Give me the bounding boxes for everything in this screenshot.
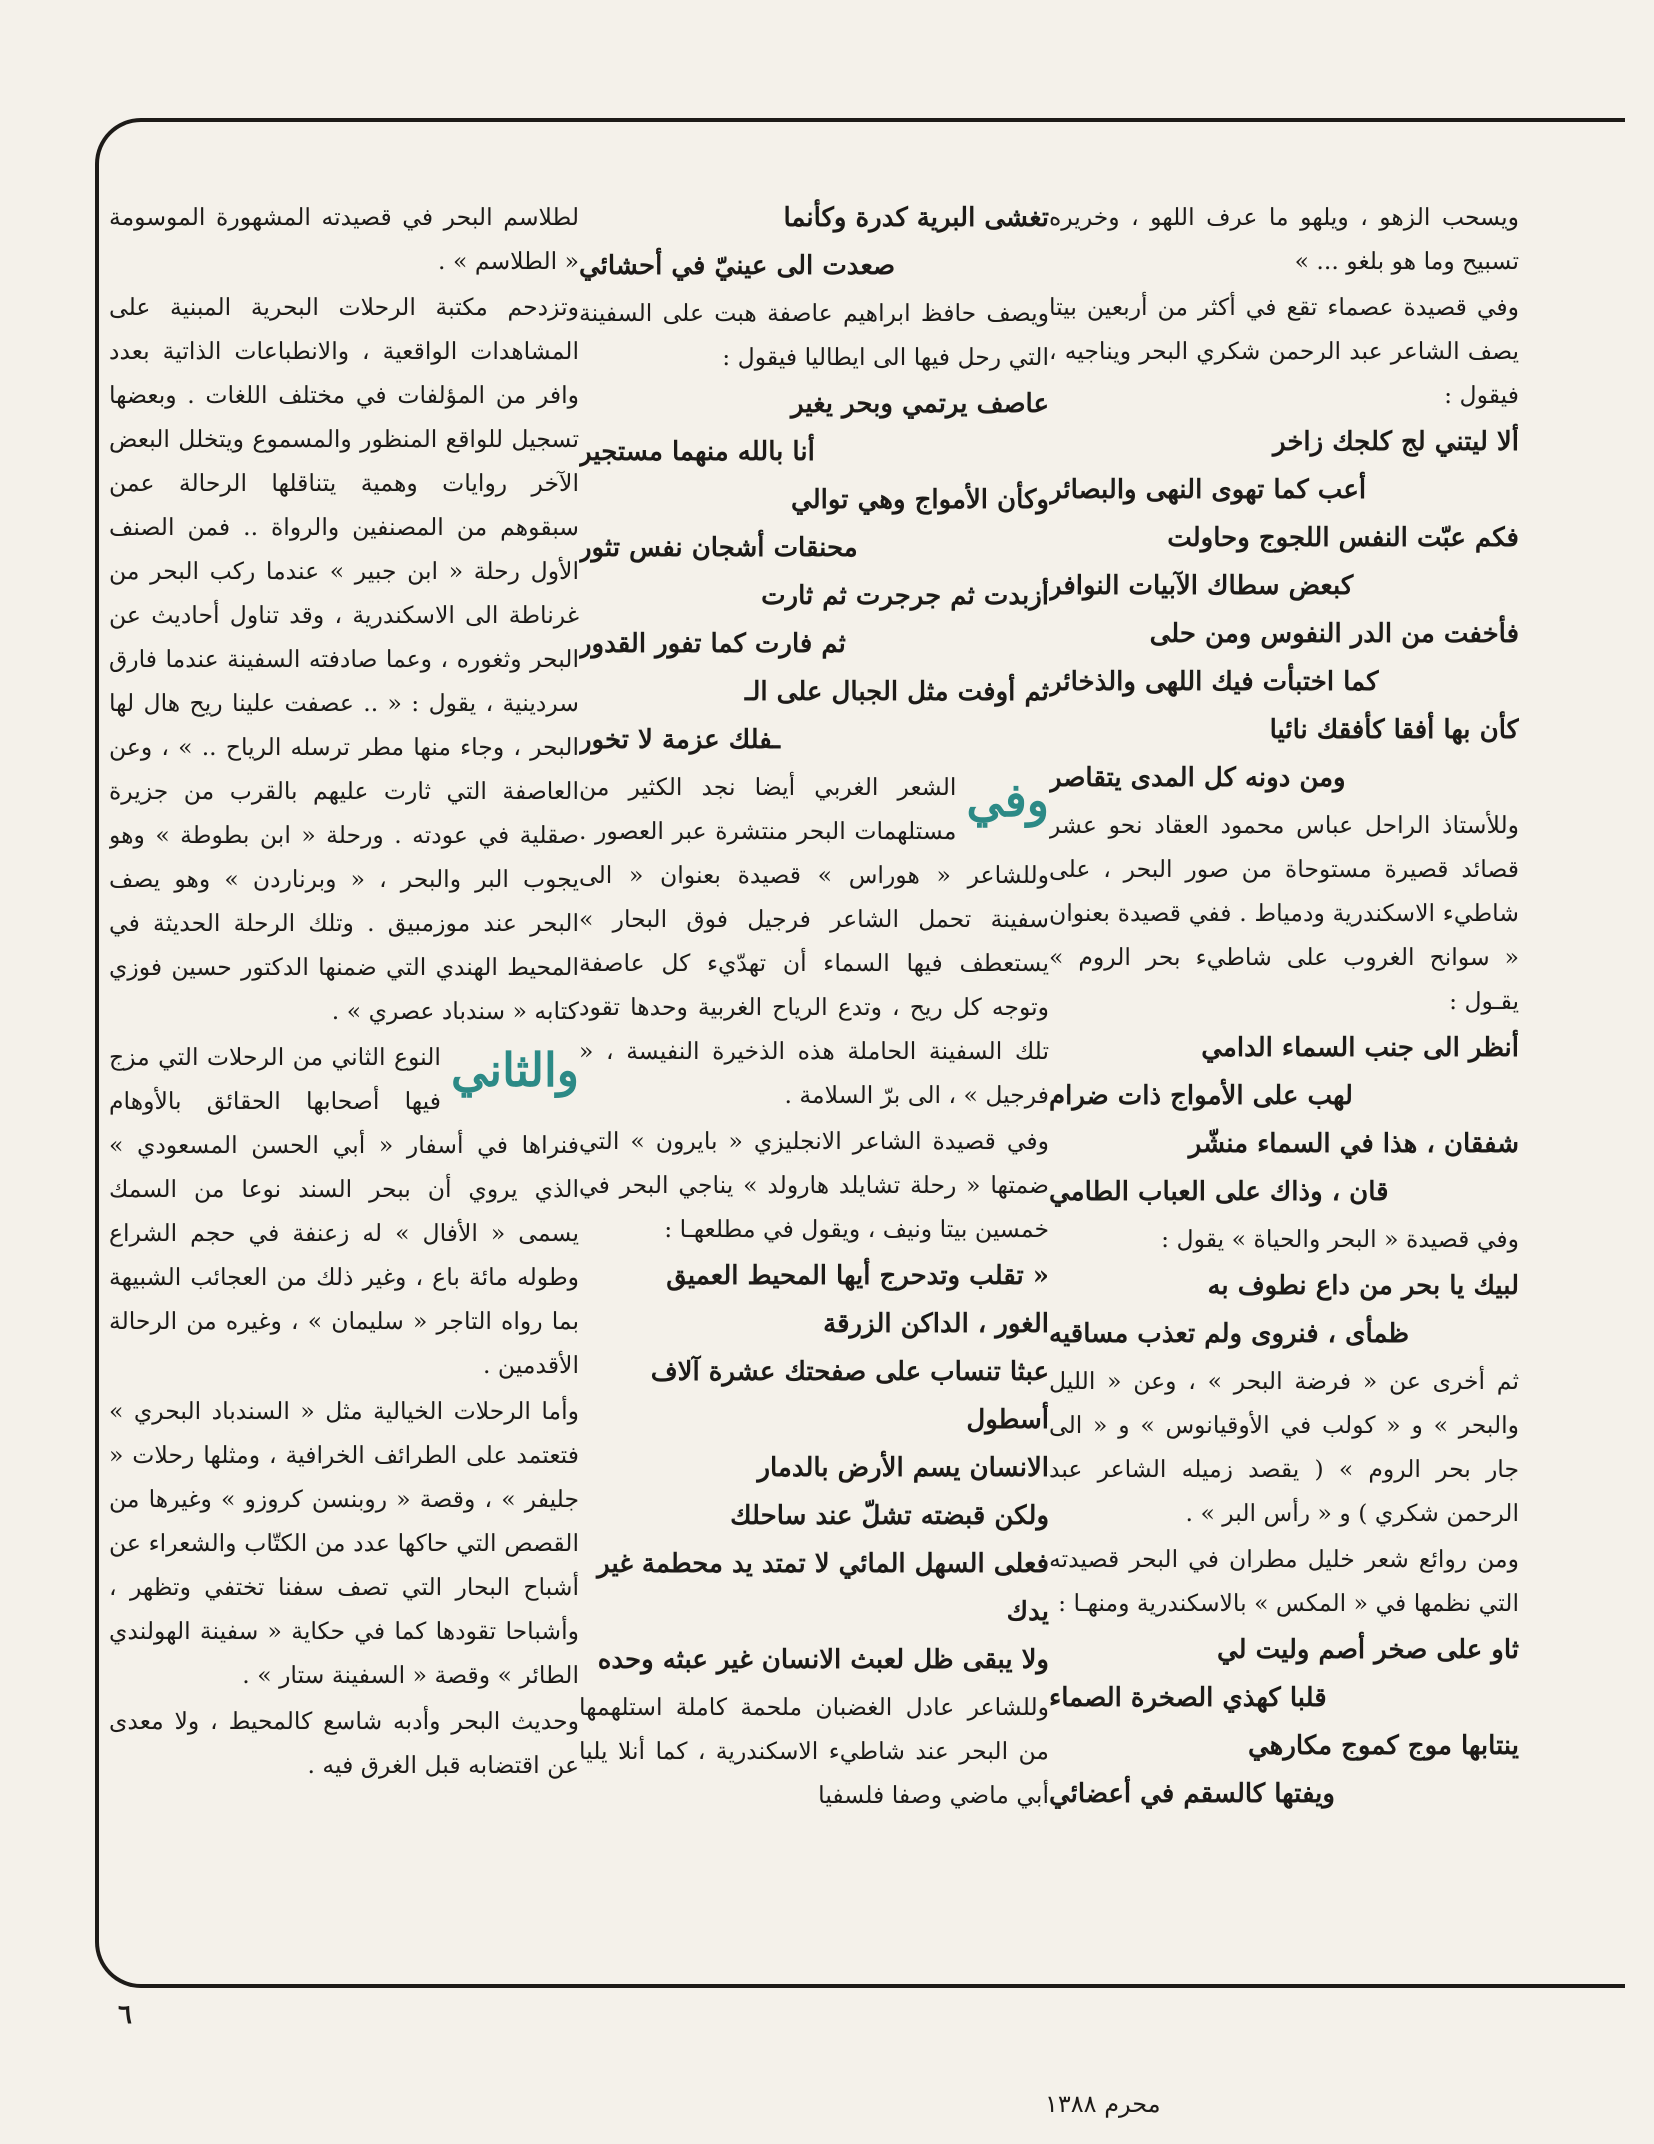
paragraph: وفي قصيدة عصماء تقع في أكثر من أربعين بيتا يصف الشاعر عبد الرحمن شكري البحر ويناجيه ، فيقول : — [1049, 293, 1519, 409]
verse-block — [1049, 1025, 1519, 1215]
verse-line: وكأن الأمواج وهي توالي — [791, 485, 1049, 515]
verse-line: كبعض سطاك الآبيات النوافر — [1049, 571, 1354, 601]
verse-line: فكم عبّت النفس اللجوج وحاولت — [1167, 523, 1519, 553]
paragraph-text: النوع الثاني من الرحلات التي مزج فيها أصحابها الحقائق بالأوهام فنراها في أسفار « أبي الحسن المسعودي » الذي يروي أن ببحر السند نوعا من السمك يسمى « الأفال » له زعنفة في حجم الشراع وطوله مائة باع ، وغير ذلك من العجائب الشبيهة بما رواه التاجر « سليمان » ، وغيره من الرحالة الأقدمين . — [109, 1043, 579, 1379]
paragraph: وأما الرحلات الخيالية مثل « السندباد البحري » فتعتمد على الطرائف الخرافية ، ومثلها رحلات « جليفر » ، وقصة « روبنسن كروزو » وغيرها من القصص التي حاكها عدد من الكتّاب والشعراء عن أشباح البحار التي تصف سفنا تختفي وتظهر ، وأشباحا تقودها كما في حكاية « سفينة الهولندي الطائر » وقصة « السفينة ستار » . — [109, 1397, 579, 1689]
verse-line: « تقلب وتدحرج أيها المحيط العميق — [666, 1261, 1049, 1291]
verse-line: ظمأى ، فنروى ولم تعذب مساقيه — [1049, 1319, 1410, 1349]
verse-line: الانسان يسم الأرض بالدمار — [757, 1453, 1049, 1483]
drop-cap: وفي — [966, 773, 1049, 827]
verse-block — [579, 195, 1049, 289]
page-number: ٦ — [118, 2000, 132, 2030]
column-left — [109, 195, 579, 1935]
verse-line: شفقان ، هذا في السماء منشّر — [1188, 1129, 1519, 1159]
paragraph: وفي قصيدة « البحر والحياة » يقول : — [1161, 1225, 1519, 1253]
verse-line: ـفلك عزمة لا تخور — [579, 725, 781, 755]
verse-line: ألا ليتني لج كلجك زاخر — [1273, 427, 1519, 457]
verse-line: أزبدت ثم جرجرت ثم ثارت — [761, 581, 1049, 611]
paragraph — [109, 1035, 579, 1387]
paragraph: لطلاسم البحر في قصيدته المشهورة الموسومة « الطلاسم » . — [109, 203, 579, 275]
drop-cap: والثاني — [450, 1043, 579, 1097]
verse-line: ثاو على صخر أصم وليت لي — [1216, 1635, 1519, 1665]
paragraph: ثم أخرى عن « فرضة البحر » ، وعن « الليل والبحر » و « كولب في الأوقيانوس » و « الى جار بحر الروم » ( يقصد زميله الشاعر عبد الرحمن شكري ) و « رأس البر » . — [1049, 1367, 1519, 1527]
verse-block — [579, 1253, 1049, 1683]
verse-line: محنقات أشجان نفس تثور — [579, 533, 858, 563]
paragraph: وتزدحم مكتبة الرحلات البحرية المبنية على المشاهدات الواقعية ، والانطباعات الذاتية بعدد وافر من المؤلفات في مختلف اللغات . وبعضها تسجيل للواقع المنظور والمسموع ويتخلل البعض الآخر روايات وهمية يتناقلها الرحالة عمن سبقوهم من المصنفين والرواة .. فمن الصنف الأول رحلة « ابن جبير » عندما ركب البحر من غرناطة الى الاسكندرية ، وقد تناول أحاديث عن البحر وثغوره ، وعما صادفته السفينة عندما فارق سردينية ، يقول : « .. عصفت علينا ريح هال لها البحر ، وجاء منها مطر ترسله الرياح .. » ، وعن العاصفة التي ثارت عليهم بالقرب من جزيرة صقلية في عودته . ورحلة « ابن بطوطة » وهو يجوب البر والبحر ، « وبرناردن » وهو يصف البحر عند موزمبيق . وتلك الرحلة الحديثة في المحيط الهندي التي ضمنها الدكتور حسين فوزي كتابه « سندباد عصري » . — [109, 293, 579, 1025]
paragraph: ومن روائع شعر خليل مطران في البحر قصيدته التي نظمها في « المكس » بالاسكندرية ومنهـا : — [1049, 1545, 1519, 1617]
verse-line: أسطول — [966, 1405, 1049, 1435]
verse-line: لبيك يا بحر من داع نطوف به — [1207, 1271, 1519, 1301]
paragraph: وحديث البحر وأدبه شاسع كالمحيط ، ولا معدى عن اقتضابه قبل الغرق فيه . — [109, 1707, 579, 1779]
verse-line: ثم فارت كما تفور القدور — [579, 629, 846, 659]
paragraph: وللشاعر عادل الغضبان ملحمة كاملة استلهمها من البحر عند شاطيء الاسكندرية ، كما أنلا يليا أبي ماضي وصفا فلسفيا — [579, 1693, 1049, 1809]
verse-line: فعلى السهل المائي لا تمتد يد محطمة غير — [597, 1549, 1049, 1579]
verse-line: ولا يبقى ظل لعبث الانسان غير عبثه وحده — [597, 1645, 1049, 1675]
column-right — [1049, 195, 1519, 1935]
paragraph — [579, 765, 1049, 1117]
paragraph: ويسحب الزهو ، ويلهو ما عرف اللهو ، وخريره تسبيح وما هو بلغو ... » — [1049, 203, 1519, 275]
verse-line: فأخفت من الدر النفوس ومن حلى — [1149, 619, 1519, 649]
verse-line: قان ، وذاك على العباب الطامي — [1049, 1177, 1389, 1207]
verse-line: عبثا تنساب على صفحتك عشرة آلاف — [650, 1357, 1049, 1387]
verse-line: كما اختبأت فيك اللهى والذخائر — [1049, 667, 1379, 697]
verse-block — [1049, 1263, 1519, 1357]
paragraph-text: الشعر الغربي أيضا نجد الكثير من مستلهمات البحر منتشرة عبر العصور . وللشاعر « هوراس » قصيدة بعنوان « الى سفينة تحمل الشاعر فرجيل فوق البحار » يستعطف فيها السماء أن تهدّيء كل عاصفة وتوجه كل ريح ، وتدع الرياح الغربية وحدها تقود تلك السفينة الحاملة هذه الذخيرة النفيسة ، « فرجيل » ، الى برّ السلامة . — [579, 773, 1049, 1109]
verse-line: قلبا كهذي الصخرة الصماء — [1049, 1683, 1327, 1713]
verse-line: لهب على الأمواج ذات ضرام — [1049, 1081, 1353, 1111]
verse-line: عاصف يرتمي وبحر يغير — [791, 389, 1049, 419]
verse-line: تغشى البرية كدرة وكأنما — [783, 203, 1049, 233]
verse-block — [1049, 419, 1519, 801]
verse-line: أعب كما تهوى النهى والبصائر — [1049, 475, 1367, 505]
paragraph: وفي قصيدة الشاعر الانجليزي « بايرون » التي ضمتها « رحلة تشايلد هارولد » يناجي البحر في خمسين بيتا ونيف ، ويقول في مطلعهـا : — [579, 1127, 1049, 1243]
verse-line: الغور ، الداكن الزرقة — [823, 1309, 1049, 1339]
verse-line: صعدت الى عينيّ في أحشائي — [579, 251, 896, 281]
paragraph: ويصف حافظ ابراهيم عاصفة هبت على السفينة التي رحل فيها الى ايطاليا فيقول : — [579, 299, 1049, 371]
verse-line: ومن دونه كل المدى يتقاصر — [1049, 763, 1346, 793]
verse-line: ثم أوفت مثل الجبال على الـ — [744, 677, 1049, 707]
verse-line: يدك — [1006, 1597, 1049, 1627]
verse-line: أنا بالله منهما مستجير — [579, 437, 815, 467]
verse-line: كأن بها أفقا كأفقك نائيا — [1269, 715, 1519, 745]
verse-line: ولكن قبضته تشلّ عند ساحلك — [730, 1501, 1049, 1531]
verse-block — [1049, 1627, 1519, 1817]
verse-line: أنظر الى جنب السماء الدامي — [1201, 1033, 1519, 1063]
verse-line: ينتابها موج كموج مكارهي — [1247, 1731, 1519, 1761]
column-middle — [579, 195, 1049, 1935]
verse-line: ويفتها كالسقم في أعضائي — [1049, 1779, 1335, 1809]
issue-date: محرم ١٣٨٨ — [1045, 2090, 1161, 2118]
paragraph: وللأستاذ الراحل عباس محمود العقاد نحو عشر قصائد قصيرة مستوحاة من صور البحر ، على شاطيء الاسكندرية ودمياط . ففي قصيدة بعنوان « سوانح الغروب على شاطيء بحر الروم » يقـول : — [1049, 811, 1519, 1015]
verse-block — [579, 381, 1049, 763]
